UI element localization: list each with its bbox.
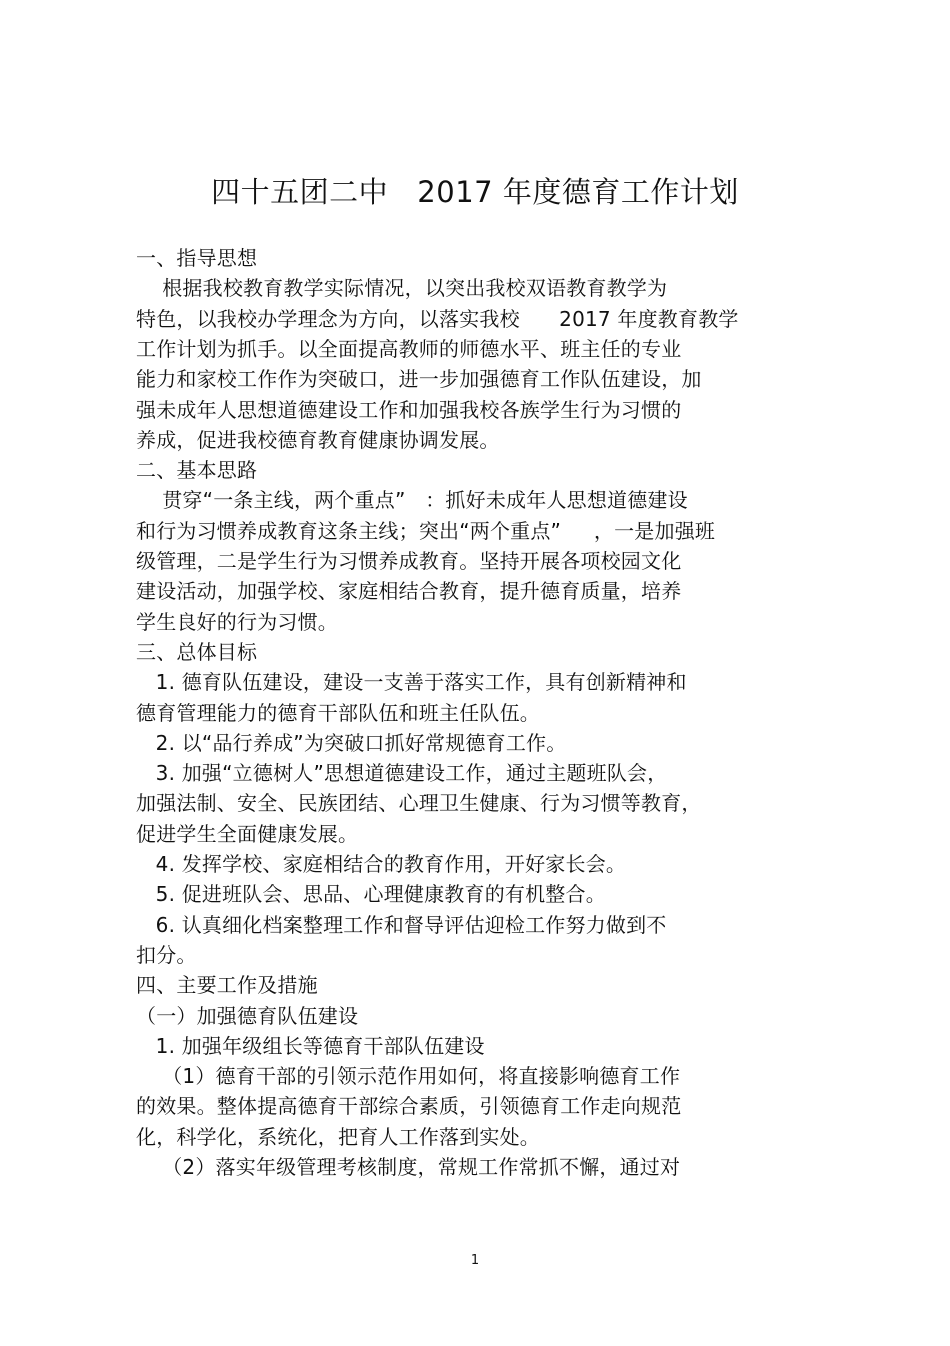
- text-line: 1. 德育队伍建设，建设一支善于落实工作，具有创新精神和: [136, 670, 687, 695]
- text-line: 学生良好的行为习惯。: [136, 609, 338, 634]
- text-line: 工作计划为抓手。以全面提高教师的师德水平、班主任的专业: [136, 336, 682, 361]
- text-line: 一、指导思想: [136, 246, 258, 270]
- text-line: 德育管理能力的德育干部队伍和班主任队伍。: [136, 700, 540, 725]
- text-line: 三、总体目标: [136, 639, 258, 664]
- text-line: 四、主要工作及措施: [136, 973, 318, 998]
- text-line: （一）加强德育队伍建设: [136, 1003, 359, 1028]
- text-line: 建设活动，加强学校、家庭相结合教育，提升德育质量，培养: [136, 579, 682, 604]
- text-line: 4. 发挥学校、家庭相结合的教育作用，开好家长会。: [136, 852, 627, 876]
- text-line: 特色，以我校办学理念为方向，以落实我校 2017 年度教育教学: [136, 306, 739, 331]
- text-line: （1）德育干部的引领示范作用如何，将直接影响德育工作: [136, 1064, 681, 1089]
- text-line: 2. 以“品行养成”为突破口抓好常规德育工作。: [136, 730, 567, 755]
- text-line: 的效果。整体提高德育干部综合素质，引领德育工作走向规范: [136, 1094, 682, 1119]
- text-line: 强未成年人思想道德建设工作和加强我校各族学生行为习惯的: [136, 397, 682, 422]
- text-line: 3. 加强“立德树人”思想道德建设工作，通过主题班队会，: [136, 761, 668, 786]
- text-line: 扣分。: [136, 942, 197, 967]
- text-line: 和行为习惯养成教育这条主线；突出“两个重点” ，一是加强班: [136, 518, 716, 543]
- text-line: （2）落实年级管理考核制度，常规工作常抓不懈，通过对: [136, 1155, 681, 1179]
- text-line: 养成，促进我校德育教育健康协调发展。: [136, 427, 500, 452]
- text-line: 促进学生全面健康发展。: [136, 821, 359, 846]
- text-line: 贯穿“一条主线，两个重点” ：抓好未成年人思想道德建设: [136, 488, 688, 513]
- document-title: 四十五团二中 2017 年度德育工作计划: [211, 175, 739, 209]
- text-line: 1. 加强年级组长等德育干部队伍建设: [136, 1033, 485, 1058]
- page-number: 1: [470, 1253, 480, 1268]
- text-line: 级管理，二是学生行为习惯养成教育。坚持开展各项校园文化: [136, 549, 682, 573]
- text-line: 二、基本思路: [136, 458, 258, 483]
- text-line: 根据我校教育教学实际情况，以突出我校双语教育教学为: [136, 276, 668, 301]
- text-line: 加强法制、安全、民族团结、心理卫生健康、行为习惯等教育，: [136, 791, 702, 816]
- text-line: 5. 促进班队会、思品、心理健康教育的有机整合。: [136, 882, 606, 907]
- text-line: 化，科学化，系统化，把育人工作落到实处。: [136, 1124, 540, 1149]
- text-line: 能力和家校工作作为突破口，进一步加强德育工作队伍建设，加: [136, 367, 702, 392]
- text-line: 6. 认真细化档案整理工作和督导评估迎检工作努力做到不: [136, 912, 667, 937]
